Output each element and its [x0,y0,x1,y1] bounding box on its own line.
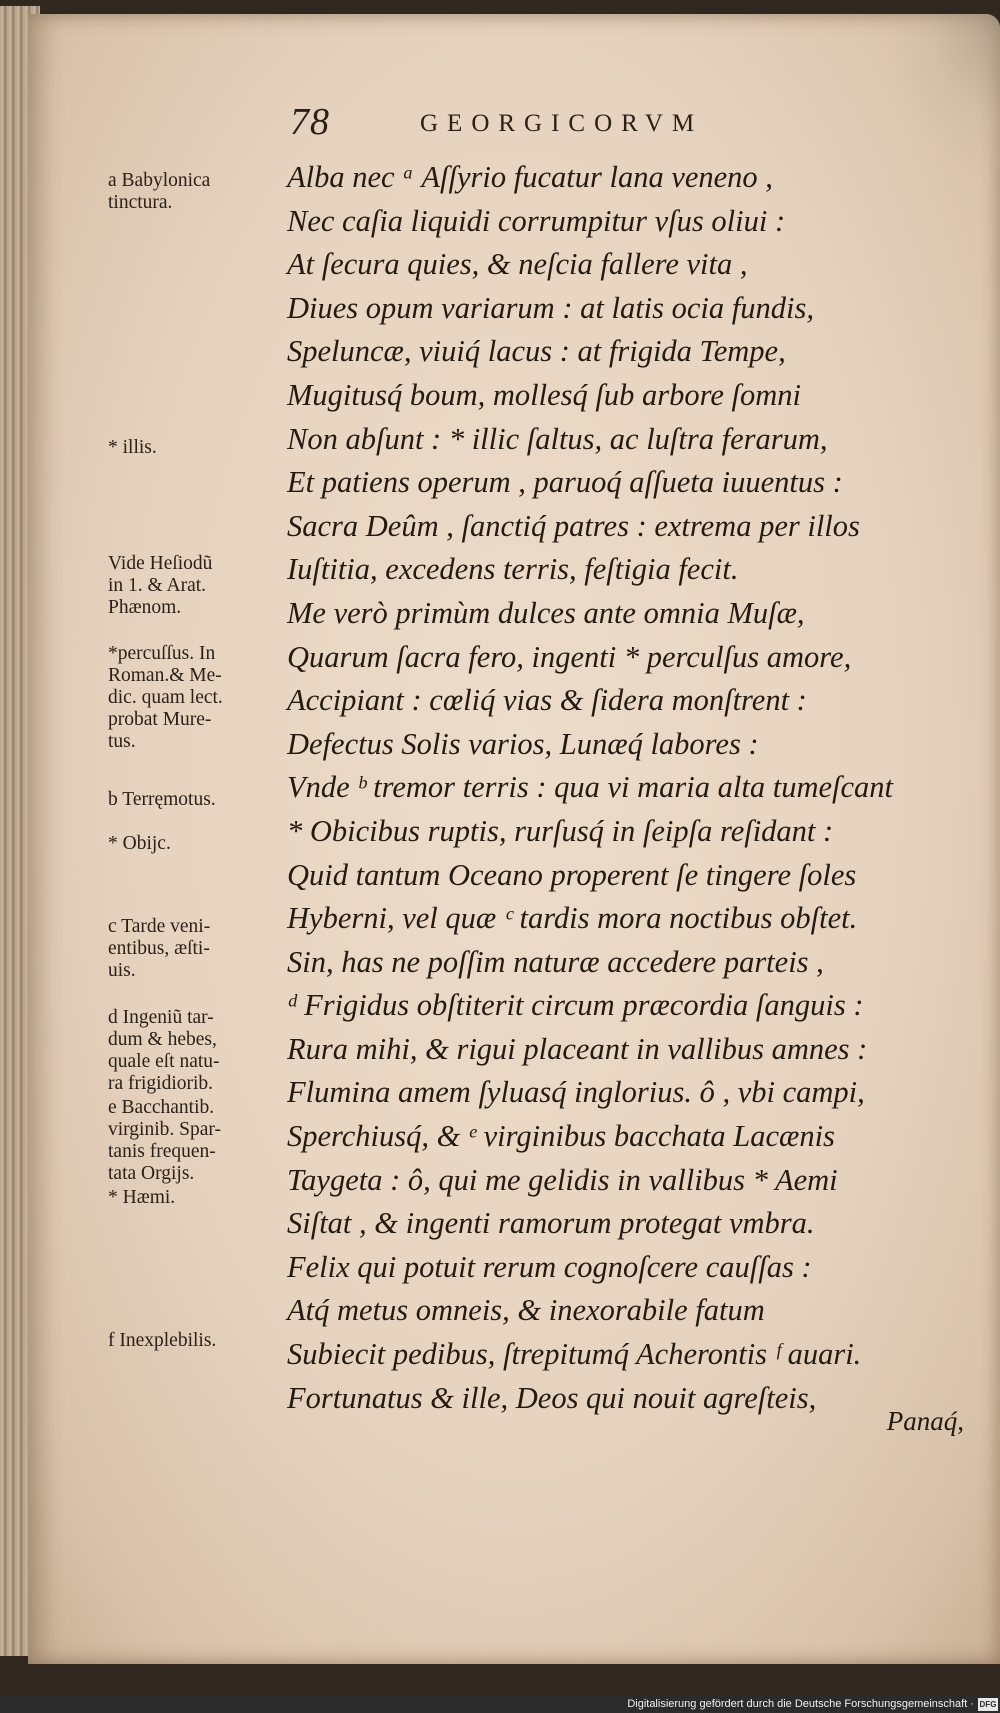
verse-line: Et patiens operum , paruoq́ aſſueta iuuentus : [287,465,843,500]
marginal-line: dic. quam lect. [108,687,223,708]
marginal-note [108,916,284,982]
marginal-note [108,833,284,855]
verse-line: Mugitusq́ boum, mollesq́ ſub arbore ſomni [287,377,801,412]
marginal-line: e Bacchantib. [108,1097,215,1118]
verse-line: Flumina amem ſyluasq́ inglorius. ô , vbi campi, [287,1075,865,1110]
marginal-line: entibus, æſti- [108,938,210,959]
verse-line: Vnde ᵇ tremor terris : qua vi maria alta tumeſcant [287,770,893,805]
marginal-line: c Tarde veni- [108,916,211,937]
marginal-line: f Inexplebilis. [108,1330,217,1351]
marginal-note [108,1330,284,1352]
funding-credit: Digitalisierung gefördert durch die Deutsche Forschungsgemeinschaft · [627,1698,974,1710]
verse-line: Alba nec ᵃ Aſſyrio fucatur lana veneno , [287,160,773,194]
marginal-line: * illis. [108,437,157,458]
verse-line: Diues opum variarum : at latis ocia fundis, [287,290,814,325]
verse-line: Fortunatus & ille, Deos qui nouit agreſteis, [287,1380,817,1415]
marginal-note [108,437,284,459]
verse-line: Subiecit pedibus, ſtrepitumq́ Acherontis ᶠ auari. [287,1337,862,1372]
marginal-note [108,643,284,753]
marginal-line: in 1. & Arat. [108,575,207,596]
verse-line: Felix qui potuit rerum cognoſcere cauſſas : [287,1249,812,1284]
marginal-line: tinctura. [108,192,173,213]
verse-line: * Obicibus ruptis, rurſusq́ in ſeipſa reſidant : [287,813,834,848]
catchword: Panaq́, [886,1406,964,1436]
marginal-line: d Ingeniũ tar- [108,1007,214,1028]
marginal-line: Roman.& Me- [108,665,222,686]
marginal-note [108,1097,284,1185]
marginal-note [108,553,284,619]
marginal-line: dum & hebes, [108,1029,217,1050]
verse-line: Defectus Solis varios, Lunæq́ labores : [287,726,759,761]
marginal-line: * Hæmi. [108,1187,176,1208]
verse-line: Quarum ſacra fero, ingenti * perculſus amore, [287,639,852,674]
verse-line: At ſecura quies, & neſcia fallere vita , [287,247,748,282]
marginal-line: * Obijc. [108,833,171,854]
marginal-note [108,170,284,214]
verse-text [287,156,967,1420]
verse-line: Atq́ metus omneis, & inexorabile fatum [287,1293,765,1328]
verse-line: Nec caſia liquidi corrumpitur vſus oliui : [287,203,786,238]
page-header [290,100,860,146]
verse-line: Siſtat , & ingenti ramorum protegat vmbra. [287,1206,815,1241]
verse-line: Hyberni, vel quæ ᶜ tardis mora noctibus obſtet. [287,901,858,936]
digitization-footer [0,1696,1000,1713]
marginal-line: *percuſſus. In [108,643,216,664]
verse-line: Me verò primùm dulces ante omnia Muſæ, [287,595,805,630]
marginal-line: ra frigidiorib. [108,1073,214,1094]
marginal-line: uis. [108,960,136,981]
verse-line: Quid tantum Oceano properent ſe tingere ſoles [287,857,857,892]
verse-line: Taygeta : ô, qui me gelidis in vallibus * Aemi [287,1162,838,1197]
verse-line: Sperchiusq́, & ᵉ virginibus bacchata Lacænis [287,1119,835,1154]
marginal-line: a Babylonica [108,170,211,191]
page-number: 78 [290,101,330,143]
marginal-line: Vide Heſiodũ [108,553,213,574]
marginal-line: quale eſt natu- [108,1051,220,1072]
corner-stain [890,14,1000,174]
verse-line: Accipiant : cœliq́ vias & ſidera monſtrent : [287,683,807,718]
marginal-note [108,1007,284,1095]
marginal-line: probat Mure- [108,709,212,730]
verse-line: ᵈ Frigidus obſtiterit circum præcordia ſanguis : [287,988,864,1023]
marginal-line: tata Orgijs. [108,1163,195,1184]
marginal-line: tus. [108,731,136,752]
marginal-line: tanis frequen- [108,1141,216,1162]
marginal-line: Phænom. [108,597,182,618]
verse-line: Speluncæ, viuiq́ lacus : at frigida Tempe, [287,334,786,369]
running-head: GEORGICORVM [420,110,704,137]
verse-line: Non abſunt : * illic ſaltus, ac luſtra ferarum, [287,421,828,456]
verse-line: Iuſtitia, excedens terris, feſtigia fecit. [287,552,739,587]
verse-line: Rura mihi, & rigui placeant in vallibus amnes : [287,1031,868,1066]
marginal-line: b Terręmotus. [108,789,216,810]
marginal-note [108,789,284,811]
dfg-logo: DFG [979,1700,997,1709]
marginal-line: virginib. Spar- [108,1119,221,1140]
marginal-note [108,1187,284,1209]
verse-line: Sacra Deûm , ſanctiq́ patres : extrema per illos [287,508,860,543]
verse-line: Sin, has ne poſſim naturæ accedere parteis , [287,944,824,979]
